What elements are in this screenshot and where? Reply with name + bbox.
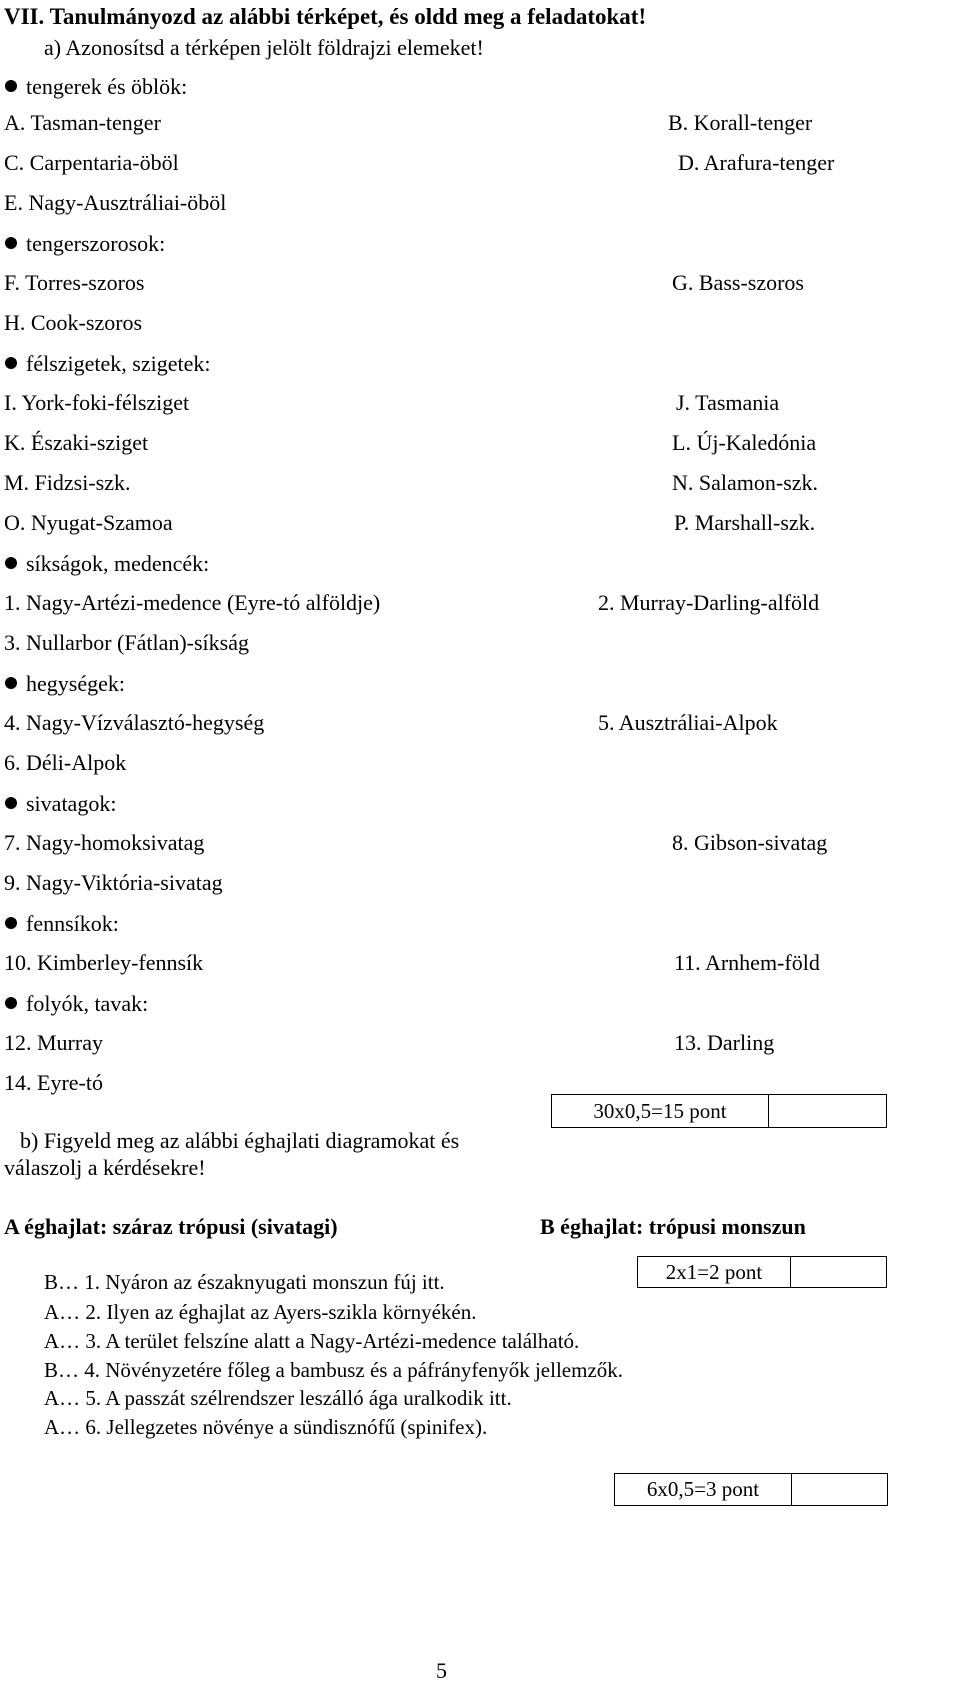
list-item: 1. Nagy-Artézi-medence (Eyre-tó alföldje) bbox=[4, 590, 381, 615]
task-part-a: a) Azonosítsd a térképen jelölt földrajzi elemeket! bbox=[44, 35, 484, 60]
list-item: G. Bass-szoros bbox=[672, 270, 804, 295]
list-item: 6. Déli-Alpok bbox=[4, 750, 127, 775]
list-item: 11. Arnhem-föld bbox=[674, 950, 820, 975]
list-item: J. Tasmania bbox=[676, 390, 780, 415]
list-item: 3. Nullarbor (Fátlan)-síkság bbox=[4, 630, 249, 655]
score-value: 30x0,5=15 pont bbox=[552, 1095, 769, 1127]
list-item: M. Fidzsi-szk. bbox=[4, 470, 131, 495]
bullet-icon bbox=[5, 797, 17, 809]
section-rivers-label: folyók, tavak: bbox=[5, 993, 148, 1015]
score-value: 6x0,5=3 pont bbox=[615, 1474, 792, 1505]
score-box-2 bbox=[614, 1473, 888, 1506]
climate-b-heading: B éghajlat: trópusi monszun bbox=[540, 1214, 806, 1239]
page-number: 5 bbox=[436, 1658, 447, 1683]
answer-item: A… 5. A passzát szélrendszer leszálló ága uralkodik itt. bbox=[44, 1386, 512, 1410]
bullet-icon bbox=[5, 677, 17, 689]
bullet-icon bbox=[5, 357, 17, 369]
section-deserts-label: sivatagok: bbox=[5, 793, 116, 815]
list-item: 13. Darling bbox=[674, 1030, 775, 1055]
score-value: 2x1=2 pont bbox=[638, 1257, 791, 1287]
section-islands-label: félszigetek, szigetek: bbox=[5, 353, 210, 375]
task-title: VII. Tanulmányozd az alábbi térképet, és oldd meg a feladatokat! bbox=[4, 4, 647, 29]
section-mountains-label: hegységek: bbox=[5, 673, 125, 695]
task-part-b-line2: válaszolj a kérdésekre! bbox=[4, 1155, 206, 1180]
list-item: 14. Eyre-tó bbox=[4, 1070, 103, 1095]
list-item: K. Északi-sziget bbox=[4, 430, 149, 455]
bullet-icon bbox=[5, 917, 17, 929]
list-item: F. Torres-szoros bbox=[4, 270, 145, 295]
section-seas-label: tengerek és öblök: bbox=[5, 76, 187, 98]
section-straits-label: tengerszorosok: bbox=[5, 233, 165, 255]
list-item: 5. Ausztráliai-Alpok bbox=[598, 710, 778, 735]
list-item: L. Új-Kaledónia bbox=[672, 430, 817, 455]
answer-item: A… 6. Jellegzetes növénye a sündisznófű (spinifex). bbox=[44, 1415, 488, 1439]
score-box-a bbox=[551, 1094, 887, 1128]
list-item: H. Cook-szoros bbox=[4, 310, 143, 335]
list-item: 12. Murray bbox=[4, 1030, 103, 1055]
list-item: 2. Murray-Darling-alföld bbox=[598, 590, 820, 615]
list-item: I. York-foki-félsziget bbox=[4, 390, 190, 415]
score-box-1 bbox=[637, 1256, 887, 1288]
list-item: A. Tasman-tenger bbox=[4, 110, 161, 135]
list-item: 8. Gibson-sivatag bbox=[672, 830, 828, 855]
answer-item: A… 3. A terület felszíne alatt a Nagy-Artézi-medence található. bbox=[44, 1329, 580, 1353]
climate-a-heading: A éghajlat: száraz trópusi (sivatagi) bbox=[4, 1214, 338, 1239]
list-item: P. Marshall-szk. bbox=[674, 510, 816, 535]
answer-item: A… 2. Ilyen az éghajlat az Ayers-szikla környékén. bbox=[44, 1300, 477, 1324]
list-item: 7. Nagy-homoksivatag bbox=[4, 830, 205, 855]
list-item: 9. Nagy-Viktória-sivatag bbox=[4, 870, 223, 895]
bullet-icon bbox=[5, 557, 17, 569]
answer-item: B… 4. Növényzetére főleg a bambusz és a páfrányfenyők jellemzők. bbox=[44, 1358, 624, 1382]
list-item: D. Arafura-tenger bbox=[678, 150, 835, 175]
list-item: B. Korall-tenger bbox=[668, 110, 813, 135]
list-item: C. Carpentaria-öböl bbox=[4, 150, 179, 175]
bullet-icon bbox=[5, 997, 17, 1009]
section-plateaus-label: fennsíkok: bbox=[5, 913, 119, 935]
list-item: O. Nyugat-Szamoa bbox=[4, 510, 173, 535]
section-plains-label: síkságok, medencék: bbox=[5, 553, 209, 575]
task-part-b-line1: b) Figyeld meg az alábbi éghajlati diagramokat és bbox=[20, 1128, 460, 1153]
list-item: 10. Kimberley-fennsík bbox=[4, 950, 204, 975]
list-item: N. Salamon-szk. bbox=[672, 470, 819, 495]
bullet-icon bbox=[5, 80, 17, 92]
bullet-icon bbox=[5, 237, 17, 249]
answer-item: B… 1. Nyáron az északnyugati monszun fúj itt. bbox=[44, 1270, 445, 1294]
list-item: 4. Nagy-Vízválasztó-hegység bbox=[4, 710, 265, 735]
list-item: E. Nagy-Ausztráliai-öböl bbox=[4, 190, 227, 215]
